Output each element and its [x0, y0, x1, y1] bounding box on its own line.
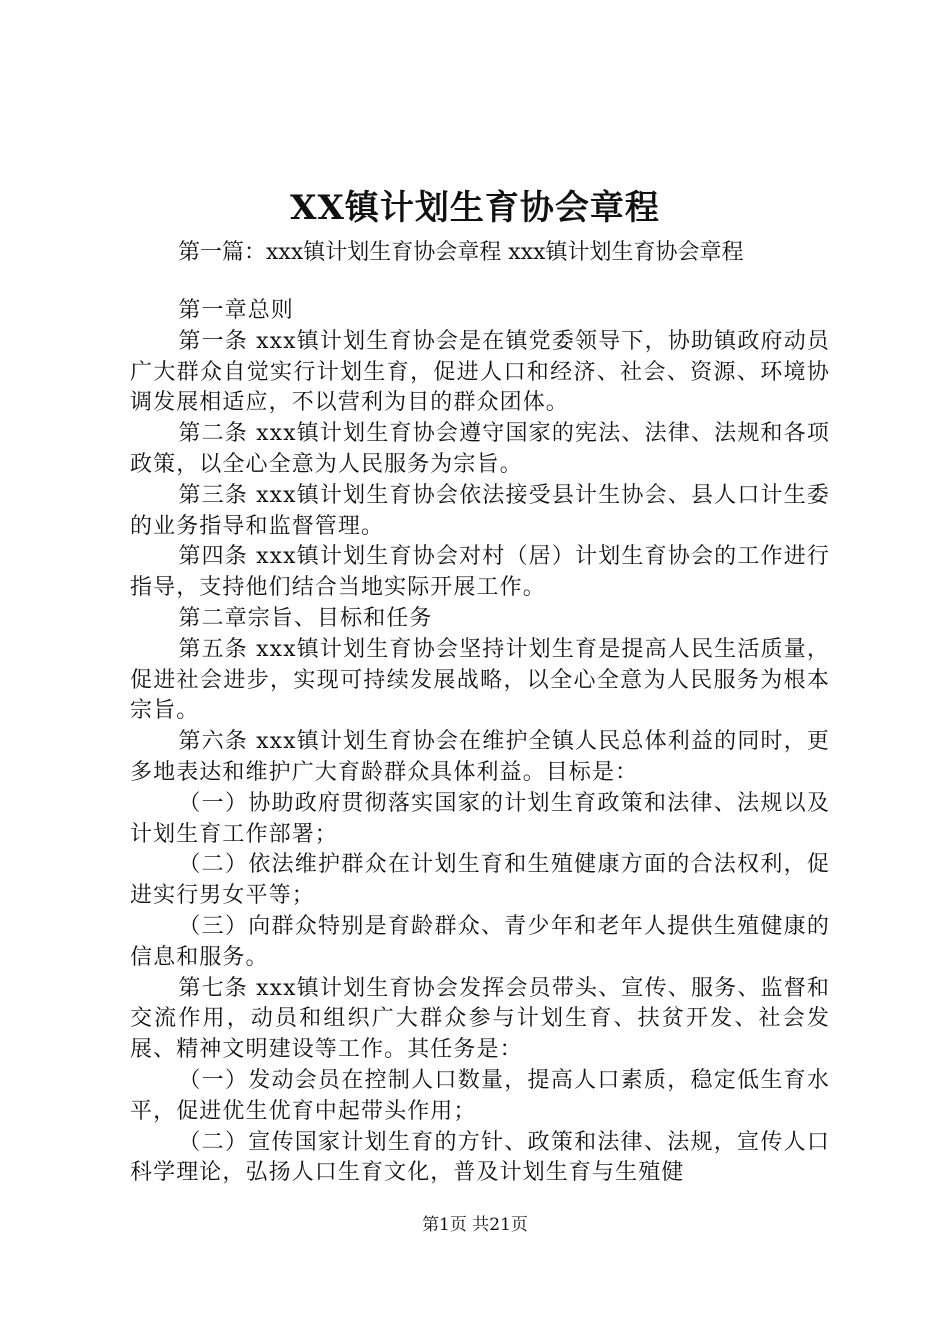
body-paragraph: 第六条 xxx镇计划生育协会在维护全镇人民总体利益的同时，更多地表达和维护广大育龄群众具体利益。目标是：	[130, 729, 830, 785]
body-paragraph: 第二条 xxx镇计划生育协会遵守国家的宪法、法律、法规和各项政策，以全心全意为人民服务为宗旨。	[130, 421, 830, 477]
page-footer: 第1页 共21页	[422, 1215, 528, 1235]
body-paragraph: 第一条 xxx镇计划生育协会是在镇党委领导下，协助镇政府动员广大群众自觉实行计划生育，促进人口和经济、社会、资源、环境协调发展相适应，不以营利为目的群众团体。	[130, 328, 830, 416]
body-paragraph: （一）发动会员在控制人口数量，提高人口素质，稳定低生育水平，促进优生优育中起带头作用；	[130, 1067, 830, 1124]
body-paragraph: （二）宣传国家计划生育的方针、政策和法律、法规，宣传人口科学理论，弘扬人口生育文化，普及计划生育与生殖健	[130, 1129, 830, 1186]
body-paragraph: 第四条 xxx镇计划生育协会对村（居）计划生育协会的工作进行指导，支持他们结合当地实际开展工作。	[130, 544, 830, 601]
body-paragraph: （一）协助政府贯彻落实国家的计划生育政策和法律、法规以及计划生育工作部署；	[130, 790, 830, 847]
body-paragraph: 第七条 xxx镇计划生育协会发挥会员带头、宣传、服务、监督和交流作用，动员和组织广大群众参与计划生育、扶贫开发、社会发展、精神文明建设等工作。其任务是：	[130, 975, 830, 1063]
chapter-heading: 第一章总则	[178, 298, 294, 323]
body-paragraph: 第三条 xxx镇计划生育协会依法接受县计生协会、县人口计生委的业务指导和监督管理。	[130, 482, 830, 539]
document-body	[130, 296, 830, 1189]
document-title: XX镇计划生育协会章程	[290, 188, 660, 228]
body-paragraph: （二）依法维护群众在计划生育和生殖健康方面的合法权利，促进实行男女平等；	[130, 852, 830, 909]
document-subtitle: 第一篇：xxx镇计划生育协会章程 xxx镇计划生育协会章程	[178, 240, 744, 265]
body-paragraph: 第五条 xxx镇计划生育协会坚持计划生育是提高人民生活质量，促进社会进步，实现可持续发展战略，以全心全意为人民服务为根本宗旨。	[130, 636, 830, 724]
chapter-heading: 第二章宗旨、目标和任务	[178, 605, 433, 631]
body-paragraph: （三）向群众特别是育龄群众、青少年和老年人提供生殖健康的信息和服务。	[130, 913, 830, 970]
